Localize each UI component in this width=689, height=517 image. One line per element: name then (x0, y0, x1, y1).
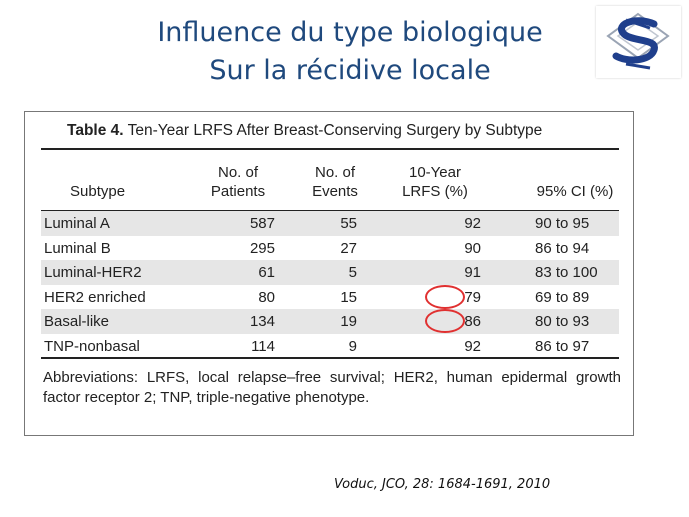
table-row (41, 236, 619, 261)
cell-events: 9 (348, 337, 357, 355)
cell-patients: 295 (249, 239, 275, 257)
cell-subtype: Luminal A (44, 215, 110, 232)
table-image (24, 111, 634, 436)
citation: Voduc, JCO, 28: 1684-1691, 2010 (334, 477, 551, 492)
cell-lrfs: 86 (464, 313, 481, 330)
table-abbreviations: Abbreviations: LRFS, local relapse–free survival; HER2, human epidermal growth factor receptor 2; TNP, triple-negative phenotype. (43, 369, 621, 406)
cell-lrfs: 79 (464, 288, 481, 306)
table-top-rule (41, 148, 619, 150)
header-lrfs: 10-Year LRFS (%) (402, 164, 468, 200)
slide-title (100, 14, 600, 90)
cell-patients: 80 (258, 288, 275, 306)
cell-ci: 90 to 95 (535, 215, 590, 232)
table-caption-text: Ten-Year LRFS After Breast-Conserving Surgery by Subtype (127, 122, 543, 139)
slide-title-line-2: Sur la récidive locale (209, 55, 491, 86)
table-row (41, 285, 619, 310)
cell-patients: 587 (249, 215, 275, 232)
table-row (41, 211, 619, 236)
cell-lrfs: 92 (464, 337, 481, 355)
cell-ci: 86 to 97 (535, 337, 590, 355)
cell-ci: 86 to 94 (535, 239, 590, 257)
cell-ci: 83 to 100 (535, 264, 598, 281)
cell-ci: 69 to 89 (535, 288, 590, 306)
cell-events: 55 (340, 215, 357, 232)
cell-events: 15 (340, 288, 357, 306)
cell-subtype: Luminal-HER2 (44, 264, 142, 281)
cell-patients: 61 (258, 264, 275, 281)
table-row (41, 334, 619, 359)
cell-lrfs: 90 (464, 239, 481, 257)
header-ci: 95% CI (%) (536, 183, 614, 200)
cell-patients: 134 (249, 313, 275, 330)
table-caption (67, 122, 542, 140)
cell-subtype: TNP-nonbasal (44, 337, 140, 355)
cell-subtype: Luminal B (44, 239, 111, 257)
cell-lrfs: 91 (464, 264, 481, 281)
cell-subtype: HER2 enriched (44, 288, 146, 306)
table-row (41, 309, 619, 334)
cell-subtype: Basal-like (44, 313, 110, 330)
cell-events: 27 (340, 239, 357, 257)
cell-events: 19 (340, 313, 357, 330)
cell-events: 5 (348, 264, 357, 281)
highlight-circle-basal (425, 309, 465, 333)
header-events: No. of Events (312, 164, 358, 200)
cell-ci: 80 to 93 (535, 313, 590, 330)
cell-patients: 114 (251, 337, 275, 355)
table-caption-label: Table 4. (67, 122, 124, 139)
header-patients: No. of Patients (210, 164, 266, 200)
stylized-s-logo-icon (596, 6, 681, 78)
table-bottom-rule (41, 357, 619, 359)
slide-title-line-1: Influence du type biologique (157, 17, 543, 48)
cell-lrfs: 92 (464, 215, 481, 232)
table-row (41, 260, 619, 285)
highlight-circle-her2 (425, 285, 465, 309)
header-subtype: Subtype (70, 183, 126, 200)
